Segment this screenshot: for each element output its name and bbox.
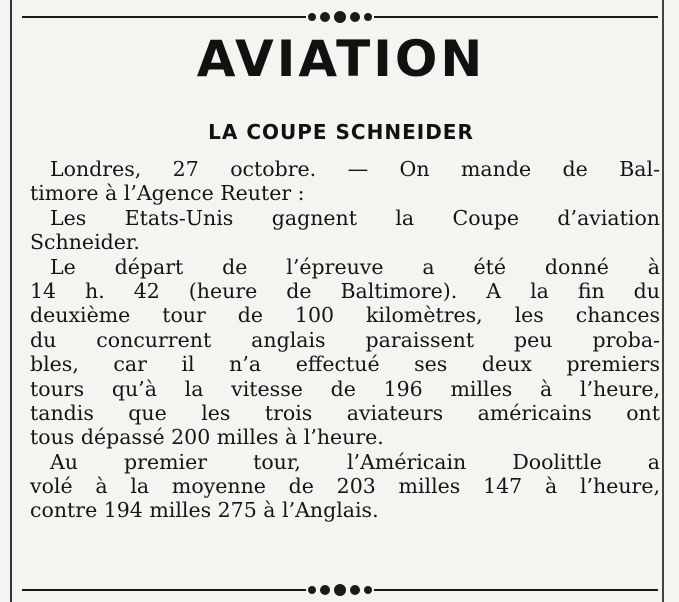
paragraph-3 — [30, 254, 660, 450]
text-line: deuxième tour de 100 kilomètres, les chances — [30, 303, 660, 328]
text-line: tandis que les trois aviateurs américains ont — [30, 400, 660, 425]
text-line: Au premier tour, l’Américain Doolittle a — [50, 449, 660, 474]
text-line: bles, car il n’a effectué ses deux premiers — [30, 352, 660, 377]
paragraph-1 — [30, 157, 660, 206]
article-body — [30, 157, 660, 523]
ornament-rule-bottom — [22, 583, 658, 597]
text-line: du concurrent anglais paraissent peu proba- — [30, 327, 660, 352]
text-line: Londres, 27 octobre. — On mande de Bal- — [50, 157, 660, 181]
paragraph-2 — [30, 205, 660, 255]
text-line: Le départ de l’épreuve a été donné à — [50, 254, 660, 279]
text-line: tous dépassé 200 milles à l’heure. — [30, 425, 384, 450]
headline: AVIATION — [196, 30, 486, 88]
text-line: contre 194 milles 275 à l’Anglais. — [30, 498, 379, 523]
text-line: 14 h. 42 (heure de Baltimore). A la fin du — [30, 278, 660, 303]
subheadline: LA COUPE SCHNEIDER — [208, 120, 474, 144]
text-line: volé à la moyenne de 203 milles 147 à l’heure, — [30, 474, 660, 499]
text-line: Les Etats-Unis gagnent la Coupe d’aviation — [50, 205, 660, 230]
text-line: tours qu’à la vitesse de 196 milles à l’heure, — [30, 376, 660, 401]
ornament-rule-top — [22, 10, 658, 24]
column-rule-left — [10, 0, 12, 602]
text-line: Schneider. — [30, 230, 140, 255]
text-line: timore à l’Agence Reuter : — [30, 181, 305, 206]
paragraph-4 — [30, 449, 660, 523]
column-rule-right — [662, 0, 664, 602]
